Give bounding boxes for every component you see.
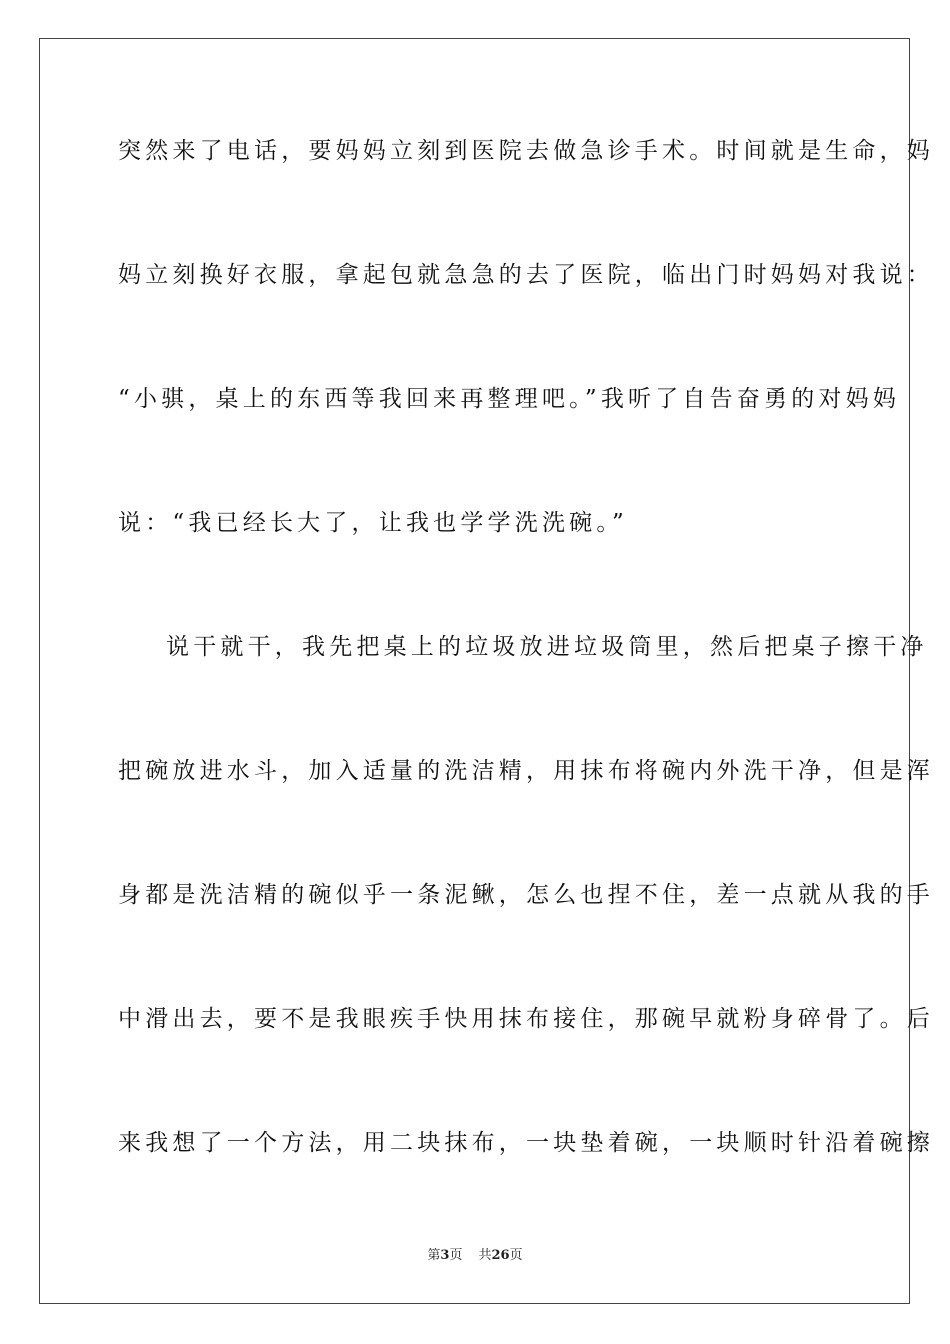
text-line-4: 说：“我已经长大了，让我也学学洗洗碗。” bbox=[118, 510, 629, 536]
page-number: 3 bbox=[440, 1248, 450, 1263]
text-line-2: 妈立刻换好衣服，拿起包就急急的去了医院，临出门时妈妈对我说： bbox=[118, 262, 934, 288]
text-line-9: 来我想了一个方法，用二块抹布，一块垫着碗，一块顺时针沿着碗擦 bbox=[118, 1130, 934, 1156]
page-suffix: 页 bbox=[449, 1248, 463, 1263]
text-line-5-paragraph-start: 说干就干，我先把桌上的垃圾放进垃圾筒里，然后把桌子擦干净 bbox=[166, 634, 928, 660]
page-footer bbox=[0, 1247, 950, 1265]
text-line-7: 身都是洗洁精的碗似乎一条泥鳅，怎么也捏不住，差一点就从我的手 bbox=[118, 882, 934, 908]
text-line-3: “小骐，桌上的东西等我回来再整理吧。”我听了自告奋勇的对妈妈 bbox=[118, 386, 901, 412]
total-prefix: 共 bbox=[478, 1248, 492, 1263]
total-suffix: 页 bbox=[509, 1248, 523, 1263]
text-line-8: 中滑出去，要不是我眼疾手快用抹布接住，那碗早就粉身碎骨了。后 bbox=[118, 1006, 934, 1032]
text-line-6: 把碗放进水斗，加入适量的洗洁精，用抹布将碗内外洗干净，但是浑 bbox=[118, 758, 934, 784]
total-pages: 26 bbox=[491, 1248, 510, 1263]
page-border bbox=[39, 38, 934, 1304]
page-prefix: 第 bbox=[427, 1248, 441, 1263]
text-line-1: 突然来了电话，要妈妈立刻到医院去做急诊手术。时间就是生命，妈 bbox=[118, 138, 934, 164]
